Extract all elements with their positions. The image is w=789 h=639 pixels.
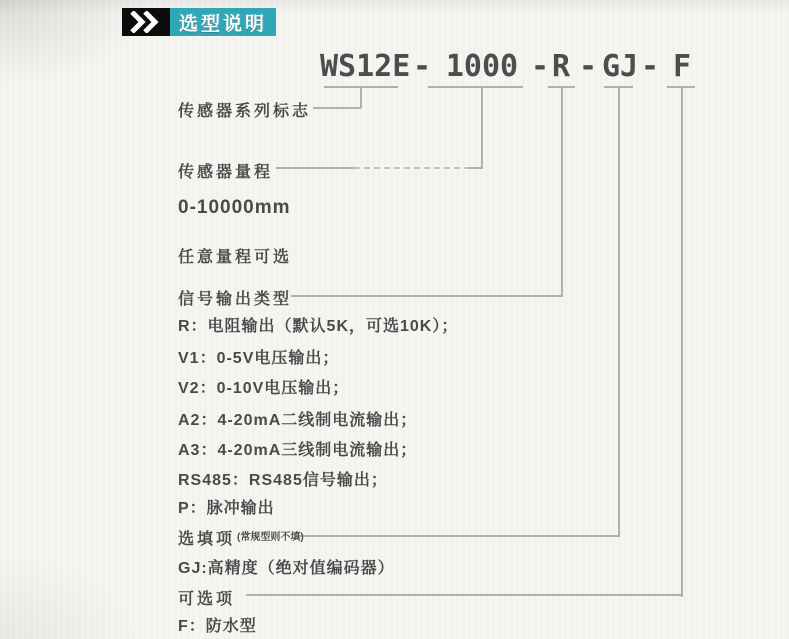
- label-optional-fill-note: (常规型则不填): [237, 532, 304, 543]
- output-option-v1: V1：0-5V电压输出；: [178, 350, 340, 367]
- output-option-p: P：脉冲输出: [178, 500, 275, 517]
- model-separator: -: [640, 49, 660, 84]
- output-option-a3: A3：4-20mA三线制电流输出；: [178, 442, 418, 459]
- connector-waterproof-vertical: [681, 86, 683, 597]
- range-note: 任意量程可选: [178, 249, 293, 266]
- output-option-r: R：电阻输出（默认5K，可选10K）；: [178, 318, 459, 335]
- connector-output-vertical: [561, 86, 563, 297]
- model-segment-precision: GJ: [602, 49, 639, 84]
- output-option-a2: A2：4-20mA二线制电流输出；: [178, 412, 418, 429]
- connector-range-vertical: [481, 86, 483, 169]
- label-optional: 可选项: [178, 591, 236, 608]
- label-range: 传感器量程: [178, 164, 274, 181]
- section-header-badge: [122, 8, 276, 36]
- range-value: 0-10000mm: [178, 197, 291, 218]
- connector-range-horizontal: [276, 167, 354, 169]
- optional-fill-value: GJ:高精度（绝对值编码器）: [178, 560, 395, 577]
- model-segment-waterproof: F: [672, 49, 692, 84]
- label-output-type: 信号输出类型: [178, 291, 293, 308]
- connector-waterproof-horizontal: [246, 594, 682, 596]
- connector-precision-horizontal: [296, 535, 619, 537]
- connector-precision-vertical: [618, 86, 620, 537]
- optional-value: F：防水型: [178, 618, 257, 635]
- model-segment-range: 1000: [445, 49, 519, 84]
- output-option-v2: V2：0-10V电压输出；: [178, 380, 350, 397]
- double-chevron-right-icon: [122, 8, 170, 36]
- label-optional-fill: [178, 526, 304, 549]
- model-separator: -: [578, 49, 598, 84]
- connector-series-vertical: [360, 86, 362, 108]
- connector-output-horizontal: [291, 295, 562, 297]
- model-segment-output: R: [551, 49, 571, 84]
- label-series: 传感器系列标志: [178, 103, 312, 120]
- connector-range-horizontal-end: [468, 167, 482, 169]
- section-title: 选型说明: [170, 8, 276, 36]
- output-option-rs485: RS485：RS485信号输出；: [178, 472, 388, 489]
- model-separator: -: [530, 49, 550, 84]
- connector-range-horizontal-dashed: [354, 167, 470, 169]
- label-optional-fill-text: 选填项: [178, 531, 236, 548]
- connector-series-horizontal: [313, 107, 361, 109]
- model-separator: -: [412, 49, 432, 84]
- underline-range: [428, 86, 523, 88]
- double-chevron-right-icon-svg: [129, 11, 163, 33]
- model-segment-series: WS12E: [320, 49, 411, 84]
